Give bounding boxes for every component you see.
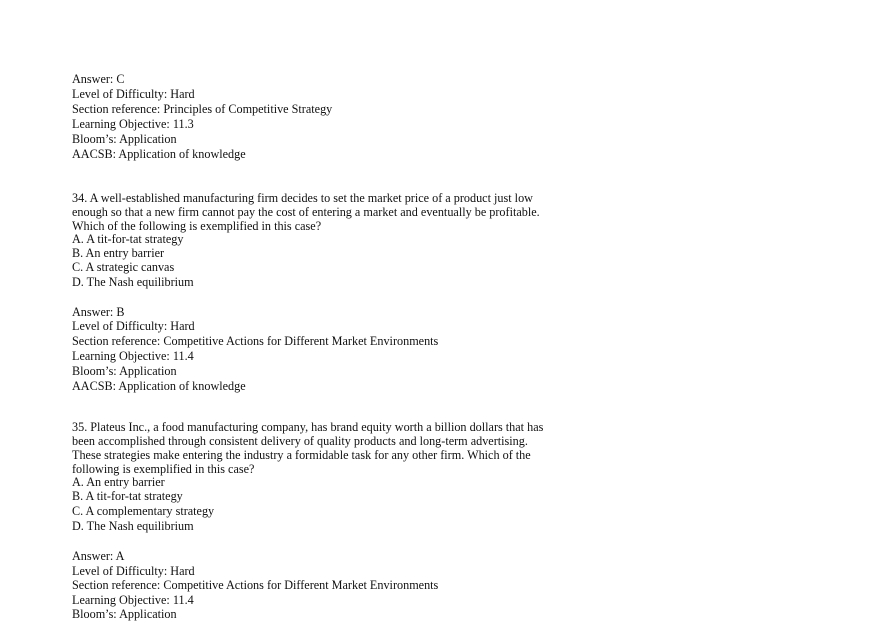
difficulty-line: Level of Difficulty: Hard — [72, 319, 195, 333]
question-34-option-a: A. A tit-for-tat strategy — [72, 232, 184, 246]
question-34-option-b: B. An entry barrier — [72, 246, 165, 260]
section-reference-line: Section reference: Principles of Competitive Strategy — [72, 102, 333, 116]
section-reference-line: Section reference: Competitive Actions for Different Market Environments — [72, 578, 439, 592]
learning-objective-line: Learning Objective: 11.3 — [72, 117, 194, 131]
aacsb-line: AACSB: Application of knowledge — [72, 147, 246, 161]
question-35-stem-line-4: following is exemplified in this case? — [72, 462, 255, 476]
question-35-stem-line-2: been accomplished through consistent delivery of quality products and long-term advertising. — [72, 434, 528, 448]
learning-objective-line: Learning Objective: 11.4 — [72, 349, 194, 363]
difficulty-line: Level of Difficulty: Hard — [72, 564, 195, 578]
question-35-option-b: B. A tit-for-tat strategy — [72, 489, 183, 503]
aacsb-line: AACSB: Application of knowledge — [72, 379, 246, 393]
difficulty-line: Level of Difficulty: Hard — [72, 87, 195, 101]
question-35-option-c: C. A complementary strategy — [72, 504, 215, 518]
section-reference-line: Section reference: Competitive Actions for Different Market Environments — [72, 334, 439, 348]
question-35-option-d: D. The Nash equilibrium — [72, 519, 194, 533]
blooms-line: Bloom’s: Application — [72, 364, 177, 378]
question-35-stem-line-1: 35. Plateus Inc., a food manufacturing company, has brand equity worth a billion dollars that has — [72, 420, 544, 434]
question-34-stem-line-1: 34. A well-established manufacturing firm decides to set the market price of a product just low — [72, 191, 533, 205]
question-34-stem-line-2: enough so that a new firm cannot pay the cost of entering a market and eventually be profitable. — [72, 205, 540, 219]
question-34-option-c: C. A strategic canvas — [72, 260, 175, 274]
answer-line: Answer: A — [72, 549, 125, 563]
blooms-line: Bloom’s: Application — [72, 132, 177, 146]
learning-objective-line: Learning Objective: 11.4 — [72, 593, 194, 607]
answer-line: Answer: C — [72, 72, 125, 86]
question-34-stem-line-3: Which of the following is exemplified in this case? — [72, 219, 322, 233]
question-35-option-a: A. An entry barrier — [72, 475, 165, 489]
question-35-stem-line-3: These strategies make entering the industry a formidable task for any other firm. Which of the — [72, 448, 531, 462]
answer-line: Answer: B — [72, 305, 125, 319]
question-34-option-d: D. The Nash equilibrium — [72, 275, 194, 289]
blooms-line: Bloom’s: Application — [72, 607, 177, 621]
